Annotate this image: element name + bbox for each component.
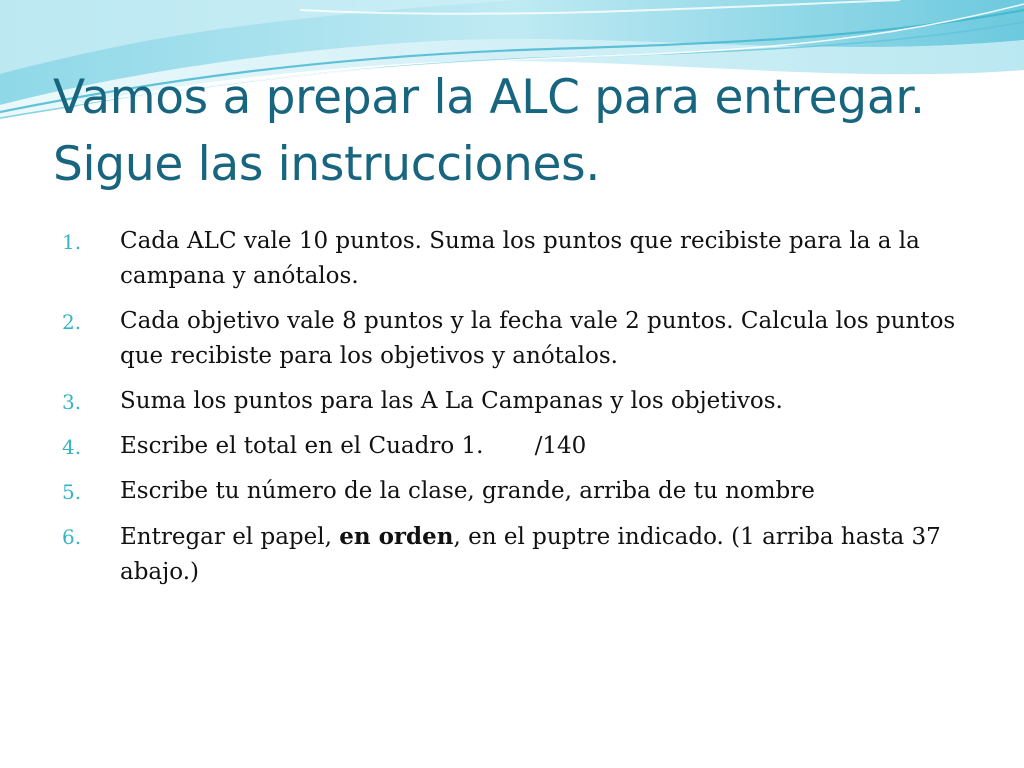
list-item <box>62 474 962 509</box>
list-number: 4. <box>62 435 82 459</box>
list-item-text: Suma los puntos para las A La Campanas y los objetivos. <box>120 388 783 414</box>
list-item-text-start: Entregar el papel, <box>120 524 340 550</box>
slide-title: Vamos a prepar la ALC para entregar. Sigue las instrucciones. <box>53 70 925 192</box>
list-number: 3. <box>62 390 82 414</box>
list-item-text-end: , en el puptre indicado. (1 arriba hasta 37 abajo.) <box>120 524 941 585</box>
list-number: 1. <box>62 230 82 254</box>
list-item <box>62 429 962 464</box>
list-item-text: Cada ALC vale 10 puntos. Suma los puntos que recibiste para la a la campana y anótalos. <box>120 228 920 289</box>
list-number: 2. <box>62 310 82 334</box>
list-item-text: Escribe tu número de la clase, grande, arriba de tu nombre <box>120 478 815 504</box>
list-item <box>62 519 962 590</box>
list-item-text <box>120 524 941 585</box>
list-item-text: Escribe el total en el Cuadro 1. /140 <box>120 433 587 459</box>
list-number: 5. <box>62 480 82 504</box>
list-number: 6. <box>62 525 82 549</box>
list-item-emphasis: en orden <box>339 523 454 550</box>
list-item <box>62 224 962 294</box>
list-item <box>62 304 962 374</box>
instruction-list <box>62 224 962 600</box>
list-item-text: Cada objetivo vale 8 puntos y la fecha vale 2 puntos. Calcula los puntos que recibiste para los objetivos y anótalos. <box>120 308 956 369</box>
list-item <box>62 384 962 419</box>
